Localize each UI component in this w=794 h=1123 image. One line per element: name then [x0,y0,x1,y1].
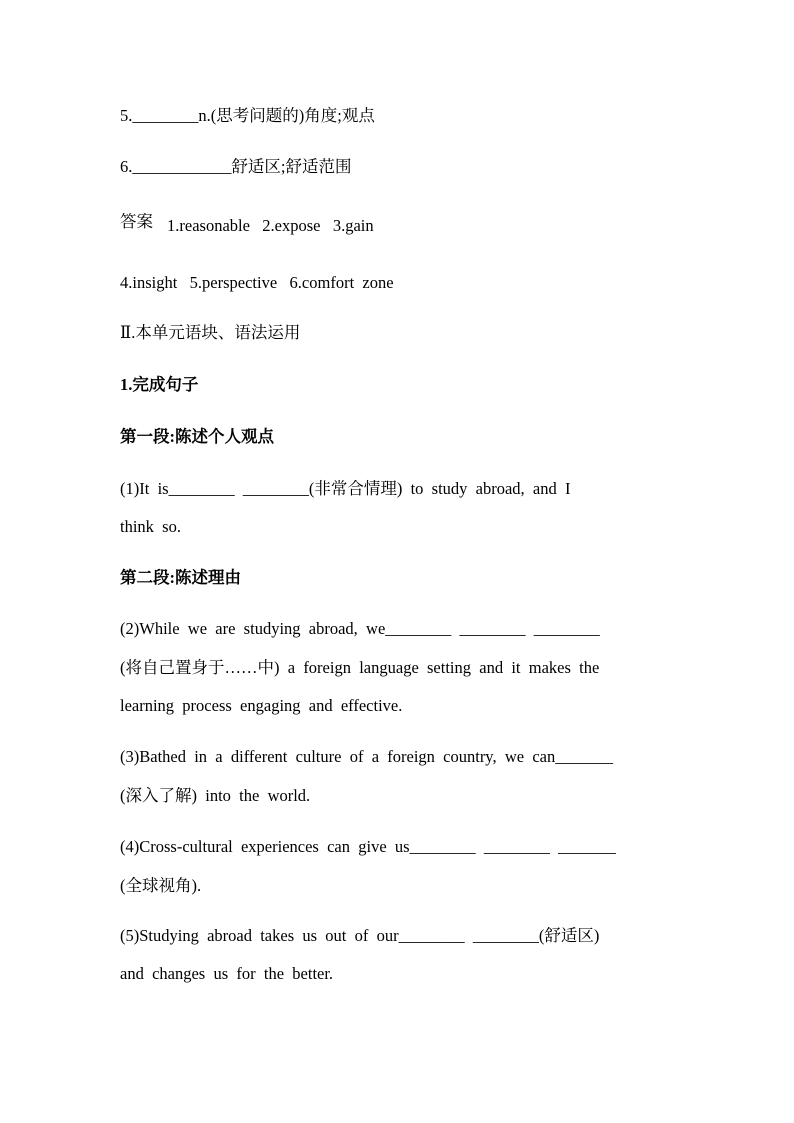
question-1-line-2: think so. [120,517,181,536]
question-2-line-1: (2)While we are studying abroad, we________ ________ ________ [120,619,600,638]
question-4-line-2: (全球视角). [120,876,202,895]
question-3-line-1: (3)Bathed in a different culture of a foreign country, we can_______ [120,747,614,766]
answer-line-1 [120,212,374,235]
vocab-item-5: 5.________n.(思考问题的)角度;观点 [120,106,375,125]
question-5-line-1: (5)Studying abroad takes us out of our________ ________(舒适区) [120,926,600,945]
question-5-line-2: and changes us for the better. [120,964,334,983]
question-3-line-2: (深入了解) into the world. [120,786,311,805]
vocab-item-6: 6.____________舒适区;舒适范围 [120,157,352,176]
paragraph-2-title: 第二段:陈述理由 [120,568,241,587]
paragraph-1-title: 第一段:陈述个人观点 [120,427,274,446]
answer-label: 答案 [120,212,153,231]
question-2-line-3: learning process engaging and effective. [120,696,403,715]
question-1-line-1: (1)It is________ ________(非常合情理) to study abroad, and I [120,479,571,498]
subsection-heading: 1.完成句子 [120,375,199,394]
question-2-line-2: (将自己置身于……中) a foreign language setting and it makes the [120,658,600,677]
answer-line-2: 4.insight 5.perspective 6.comfort zone [120,273,394,292]
answer-items-1: 1.reasonable 2.expose 3.gain [167,216,374,235]
question-4-line-1: (4)Cross-cultural experiences can give us________ ________ _______ [120,837,616,856]
section-heading: Ⅱ.本单元语块、语法运用 [120,323,301,342]
